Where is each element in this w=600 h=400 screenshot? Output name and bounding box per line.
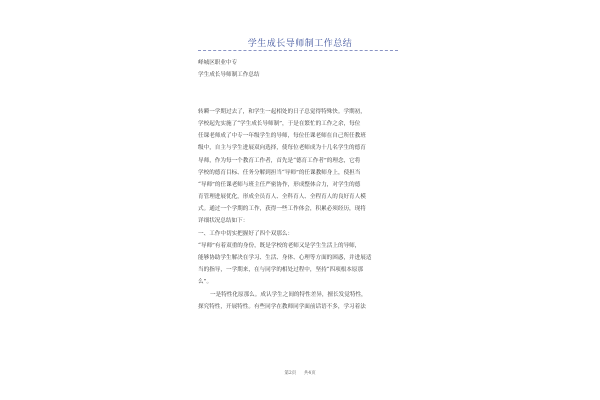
text-line: “导师”有着双重的身份，既是学校的老师又是学生生活上的导师， (198, 242, 361, 249)
text-line: 能够协助学生解决在学习、生活、身体、心理等方面的困惑，并进展适 (198, 255, 372, 261)
text-line: 么”。 (198, 279, 213, 286)
paragraph-principle-one (198, 289, 403, 313)
text-line: 详细状况总结如下： (198, 218, 249, 225)
text-line: 学校的德育目标、任务分解到担当“导师”的任课教师身上，使担当 (198, 169, 361, 176)
text-line: 转瞬一学期过去了，和学生一起相处的日子总觉得特殊快。学期初， (198, 108, 366, 115)
paragraph-mentor-role (198, 240, 403, 289)
text-line: 当的指导，一学期来，在与同学的相处过程中，坚持“四项根本原那 (198, 267, 364, 274)
page-footer (0, 370, 600, 376)
document-title: 学生成长导师制工作总结 (247, 39, 353, 49)
text-line: 级中，自主与学生进展双向选择，使每位老师成为十几名学生的德育 (198, 145, 366, 152)
page-total: 共4页 (303, 371, 316, 376)
spacer (198, 81, 403, 93)
section-heading (198, 228, 403, 240)
text-line: 育管理进展优化，形成全员育人、全科育人、全程育人的良好育人模 (198, 194, 366, 201)
text-line: 式。通过一个学期的工作，获得一些工作体会，积累必须经历，现将 (198, 206, 366, 213)
text-line: “导师”的任课老师与班主任严密协作，形成整体合力，对学生的德 (198, 181, 361, 188)
text-line: 探究特性，开展特性。有些同学在教师同学面前话语不多，学习着法 (198, 303, 366, 310)
school-name: 峄城区职业中专 (198, 60, 238, 66)
title-divider (198, 50, 398, 51)
text-line: 一、工作中切实把握好了四个双那么： (198, 230, 294, 237)
paragraph-intro (198, 106, 403, 228)
text-line: 导师，作为每一个教育工作者，首先是“德育工作者”的理念，它将 (198, 157, 361, 164)
spacer (198, 94, 403, 106)
text-line: 任课老师成了中专一年级学生的导师，每位任课老师在自己所任教班 (198, 133, 366, 140)
document-body (198, 57, 403, 313)
text-line: 一是特性化原那么。成认学生之间的特性差异，擅长发觉特性， (210, 291, 367, 298)
page-number: 第2页 (284, 371, 297, 376)
text-line: 学校起先实施了“学生成长导师制”，于是在繁忙的工作之余，每位 (198, 120, 361, 127)
document-subtitle: 学生成长导师制工作总结 (198, 72, 260, 79)
